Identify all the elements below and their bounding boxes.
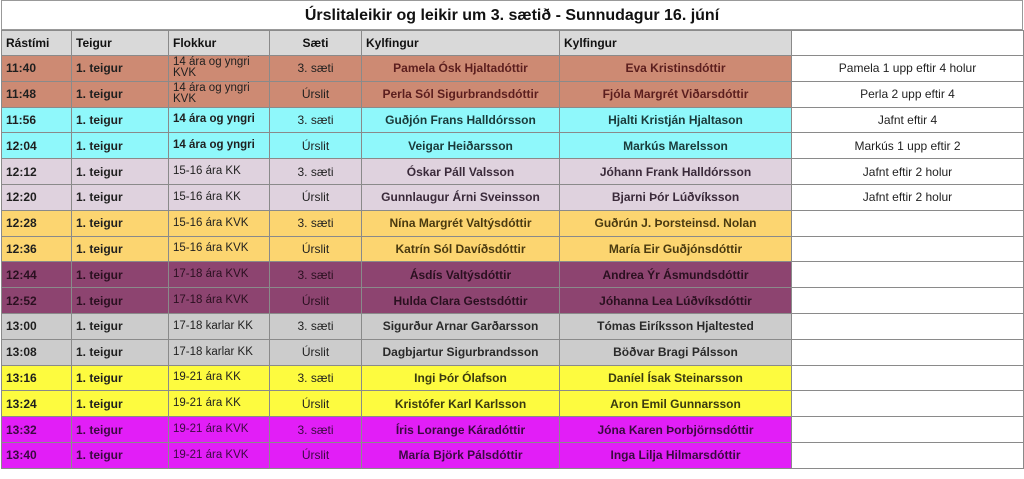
header-flokkur[interactable]: Flokkur bbox=[169, 31, 270, 56]
cell-kylfingur-2[interactable]: Bjarni Þór Lúðvíksson bbox=[560, 184, 792, 210]
cell-kylfingur-1[interactable]: Óskar Páll Valsson bbox=[362, 159, 560, 185]
cell-kylfingur-2[interactable]: Böðvar Bragi Pálsson bbox=[560, 339, 792, 365]
cell-kylfingur-2[interactable]: Eva Kristinsdóttir bbox=[560, 56, 792, 82]
cell-saeti[interactable]: 3. sæti bbox=[270, 313, 362, 339]
cell-kylfingur-1[interactable]: Ingi Þór Ólafson bbox=[362, 365, 560, 391]
cell-flokkur[interactable]: 17-18 karlar KK bbox=[169, 339, 270, 365]
cell-saeti[interactable]: 3. sæti bbox=[270, 210, 362, 236]
cell-flokkur[interactable]: 15-16 ára KK bbox=[169, 159, 270, 185]
cell-teigur[interactable]: 1. teigur bbox=[72, 417, 169, 443]
header-saeti[interactable]: Sæti bbox=[270, 31, 362, 56]
table-row bbox=[2, 339, 1024, 365]
cell-teigur[interactable]: 1. teigur bbox=[72, 81, 169, 107]
cell-kylfingur-2[interactable]: Inga Lilja Hilmarsdóttir bbox=[560, 442, 792, 468]
cell-flokkur[interactable]: 19-21 ára KK bbox=[169, 391, 270, 417]
cell-kylfingur-2[interactable]: Markús Marelsson bbox=[560, 133, 792, 159]
cell-flokkur[interactable]: 17-18 ára KVK bbox=[169, 262, 270, 288]
table-row bbox=[2, 365, 1024, 391]
cell-note[interactable]: Jafnt eftir 2 holur bbox=[792, 184, 1024, 210]
cell-kylfingur-1[interactable]: María Björk Pálsdóttir bbox=[362, 442, 560, 468]
cell-kylfingur-1[interactable]: Hulda Clara Gestsdóttir bbox=[362, 288, 560, 314]
sheet-title: Úrslitaleikir og leikir um 3. sætið - Sunnudagur 16. júní bbox=[1, 0, 1023, 30]
cell-rastimi[interactable]: 13:40 bbox=[2, 442, 72, 468]
cell-note[interactable]: Jafnt eftir 2 holur bbox=[792, 159, 1024, 185]
cell-rastimi[interactable]: 12:04 bbox=[2, 133, 72, 159]
cell-rastimi[interactable]: 13:08 bbox=[2, 339, 72, 365]
cell-note[interactable] bbox=[792, 417, 1024, 443]
cell-rastimi[interactable]: 11:56 bbox=[2, 107, 72, 133]
table-row bbox=[2, 81, 1024, 107]
header-notes[interactable] bbox=[792, 31, 1024, 56]
cell-teigur[interactable]: 1. teigur bbox=[72, 442, 169, 468]
cell-teigur[interactable]: 1. teigur bbox=[72, 133, 169, 159]
table-row bbox=[2, 107, 1024, 133]
cell-teigur[interactable]: 1. teigur bbox=[72, 365, 169, 391]
cell-rastimi[interactable]: 12:28 bbox=[2, 210, 72, 236]
header-teigur[interactable]: Teigur bbox=[72, 31, 169, 56]
cell-kylfingur-2[interactable]: Jóhann Frank Halldórsson bbox=[560, 159, 792, 185]
cell-note[interactable] bbox=[792, 236, 1024, 262]
cell-flokkur[interactable]: 17-18 karlar KK bbox=[169, 313, 270, 339]
cell-teigur[interactable]: 1. teigur bbox=[72, 391, 169, 417]
cell-teigur[interactable]: 1. teigur bbox=[72, 159, 169, 185]
cell-note[interactable] bbox=[792, 365, 1024, 391]
cell-kylfingur-1[interactable]: Kristófer Karl Karlsson bbox=[362, 391, 560, 417]
cell-teigur[interactable]: 1. teigur bbox=[72, 288, 169, 314]
cell-note[interactable] bbox=[792, 442, 1024, 468]
cell-saeti[interactable]: Úrslit bbox=[270, 391, 362, 417]
table-row bbox=[2, 210, 1024, 236]
cell-saeti[interactable]: 3. sæti bbox=[270, 56, 362, 82]
table-row bbox=[2, 391, 1024, 417]
header-kylfingur-2[interactable]: Kylfingur bbox=[560, 31, 792, 56]
cell-note[interactable] bbox=[792, 262, 1024, 288]
cell-flokkur[interactable]: 14 ára og yngri KVK bbox=[169, 81, 270, 107]
cell-note[interactable]: Perla 2 upp eftir 4 bbox=[792, 81, 1024, 107]
cell-saeti[interactable]: Úrslit bbox=[270, 81, 362, 107]
header-row bbox=[2, 31, 1024, 56]
cell-flokkur[interactable]: 15-16 ára KVK bbox=[169, 236, 270, 262]
cell-kylfingur-2[interactable]: Daníel Ísak Steinarsson bbox=[560, 365, 792, 391]
cell-kylfingur-1[interactable]: Dagbjartur Sigurbrandsson bbox=[362, 339, 560, 365]
cell-saeti[interactable]: 3. sæti bbox=[270, 159, 362, 185]
table-row bbox=[2, 417, 1024, 443]
table-row bbox=[2, 236, 1024, 262]
cell-saeti[interactable]: 3. sæti bbox=[270, 262, 362, 288]
cell-kylfingur-2[interactable]: Aron Emil Gunnarsson bbox=[560, 391, 792, 417]
cell-teigur[interactable]: 1. teigur bbox=[72, 262, 169, 288]
cell-kylfingur-1[interactable]: Veigar Heiðarsson bbox=[362, 133, 560, 159]
cell-flokkur[interactable]: 19-21 ára KVK bbox=[169, 417, 270, 443]
cell-note[interactable] bbox=[792, 210, 1024, 236]
cell-rastimi[interactable]: 13:24 bbox=[2, 391, 72, 417]
cell-flokkur[interactable]: 14 ára og yngri bbox=[169, 133, 270, 159]
header-kylfingur-1[interactable]: Kylfingur bbox=[362, 31, 560, 56]
cell-rastimi[interactable]: 12:20 bbox=[2, 184, 72, 210]
cell-teigur[interactable]: 1. teigur bbox=[72, 107, 169, 133]
cell-note[interactable]: Pamela 1 upp eftir 4 holur bbox=[792, 56, 1024, 82]
table-row bbox=[2, 442, 1024, 468]
cell-rastimi[interactable]: 12:12 bbox=[2, 159, 72, 185]
cell-teigur[interactable]: 1. teigur bbox=[72, 210, 169, 236]
cell-kylfingur-2[interactable]: Tómas Eiríksson Hjaltested bbox=[560, 313, 792, 339]
cell-saeti[interactable]: 3. sæti bbox=[270, 417, 362, 443]
cell-saeti[interactable]: Úrslit bbox=[270, 442, 362, 468]
cell-kylfingur-1[interactable]: Sigurður Arnar Garðarsson bbox=[362, 313, 560, 339]
cell-note[interactable] bbox=[792, 313, 1024, 339]
cell-kylfingur-1[interactable]: Katrín Sól Davíðsdóttir bbox=[362, 236, 560, 262]
cell-saeti[interactable]: Úrslit bbox=[270, 288, 362, 314]
cell-saeti[interactable]: 3. sæti bbox=[270, 365, 362, 391]
cell-teigur[interactable]: 1. teigur bbox=[72, 236, 169, 262]
schedule-body bbox=[2, 56, 1024, 469]
cell-kylfingur-2[interactable]: Hjalti Kristján Hjaltason bbox=[560, 107, 792, 133]
schedule-table bbox=[1, 30, 1024, 469]
cell-note[interactable] bbox=[792, 288, 1024, 314]
cell-note[interactable] bbox=[792, 339, 1024, 365]
cell-flokkur[interactable]: 19-21 ára KVK bbox=[169, 442, 270, 468]
cell-teigur[interactable]: 1. teigur bbox=[72, 184, 169, 210]
cell-teigur[interactable]: 1. teigur bbox=[72, 56, 169, 82]
cell-flokkur[interactable]: 19-21 ára KK bbox=[169, 365, 270, 391]
cell-rastimi[interactable]: 13:16 bbox=[2, 365, 72, 391]
cell-note[interactable]: Markús 1 upp eftir 2 bbox=[792, 133, 1024, 159]
cell-saeti[interactable]: 3. sæti bbox=[270, 107, 362, 133]
cell-kylfingur-2[interactable]: Jóhanna Lea Lúðvíksdóttir bbox=[560, 288, 792, 314]
table-row bbox=[2, 56, 1024, 82]
cell-note[interactable] bbox=[792, 391, 1024, 417]
cell-rastimi[interactable]: 11:48 bbox=[2, 81, 72, 107]
cell-kylfingur-2[interactable]: Fjóla Margrét Viðarsdóttir bbox=[560, 81, 792, 107]
cell-saeti[interactable]: Úrslit bbox=[270, 339, 362, 365]
cell-kylfingur-1[interactable]: Guðjón Frans Halldórsson bbox=[362, 107, 560, 133]
cell-kylfingur-1[interactable]: Nína Margrét Valtýsdóttir bbox=[362, 210, 560, 236]
cell-rastimi[interactable]: 11:40 bbox=[2, 56, 72, 82]
cell-rastimi[interactable]: 13:00 bbox=[2, 313, 72, 339]
cell-kylfingur-2[interactable]: Andrea Ýr Ásmundsdóttir bbox=[560, 262, 792, 288]
cell-kylfingur-2[interactable]: Guðrún J. Þorsteinsd. Nolan bbox=[560, 210, 792, 236]
cell-note[interactable]: Jafnt eftir 4 bbox=[792, 107, 1024, 133]
cell-kylfingur-1[interactable]: Gunnlaugur Árni Sveinsson bbox=[362, 184, 560, 210]
cell-rastimi[interactable]: 12:52 bbox=[2, 288, 72, 314]
cell-kylfingur-2[interactable]: María Eir Guðjónsdóttir bbox=[560, 236, 792, 262]
cell-saeti[interactable]: Úrslit bbox=[270, 133, 362, 159]
table-row bbox=[2, 184, 1024, 210]
table-row bbox=[2, 262, 1024, 288]
cell-flokkur[interactable]: 15-16 ára KVK bbox=[169, 210, 270, 236]
cell-rastimi[interactable]: 12:36 bbox=[2, 236, 72, 262]
cell-rastimi[interactable]: 13:32 bbox=[2, 417, 72, 443]
table-row bbox=[2, 133, 1024, 159]
cell-kylfingur-1[interactable]: Íris Lorange Káradóttir bbox=[362, 417, 560, 443]
cell-kylfingur-1[interactable]: Pamela Ósk Hjaltadóttir bbox=[362, 56, 560, 82]
cell-flokkur[interactable]: 15-16 ára KK bbox=[169, 184, 270, 210]
table-row bbox=[2, 288, 1024, 314]
cell-kylfingur-1[interactable]: Ásdís Valtýsdóttir bbox=[362, 262, 560, 288]
cell-flokkur[interactable]: 17-18 ára KVK bbox=[169, 288, 270, 314]
cell-teigur[interactable]: 1. teigur bbox=[72, 313, 169, 339]
cell-saeti[interactable]: Úrslit bbox=[270, 184, 362, 210]
cell-teigur[interactable]: 1. teigur bbox=[72, 339, 169, 365]
cell-flokkur[interactable]: 14 ára og yngri KVK bbox=[169, 56, 270, 82]
cell-flokkur[interactable]: 14 ára og yngri bbox=[169, 107, 270, 133]
cell-kylfingur-1[interactable]: Perla Sól Sigurbrandsdóttir bbox=[362, 81, 560, 107]
header-rastimi[interactable]: Rástími bbox=[2, 31, 72, 56]
table-row bbox=[2, 313, 1024, 339]
table-row bbox=[2, 159, 1024, 185]
cell-saeti[interactable]: Úrslit bbox=[270, 236, 362, 262]
cell-rastimi[interactable]: 12:44 bbox=[2, 262, 72, 288]
cell-kylfingur-2[interactable]: Jóna Karen Þorbjörnsdóttir bbox=[560, 417, 792, 443]
